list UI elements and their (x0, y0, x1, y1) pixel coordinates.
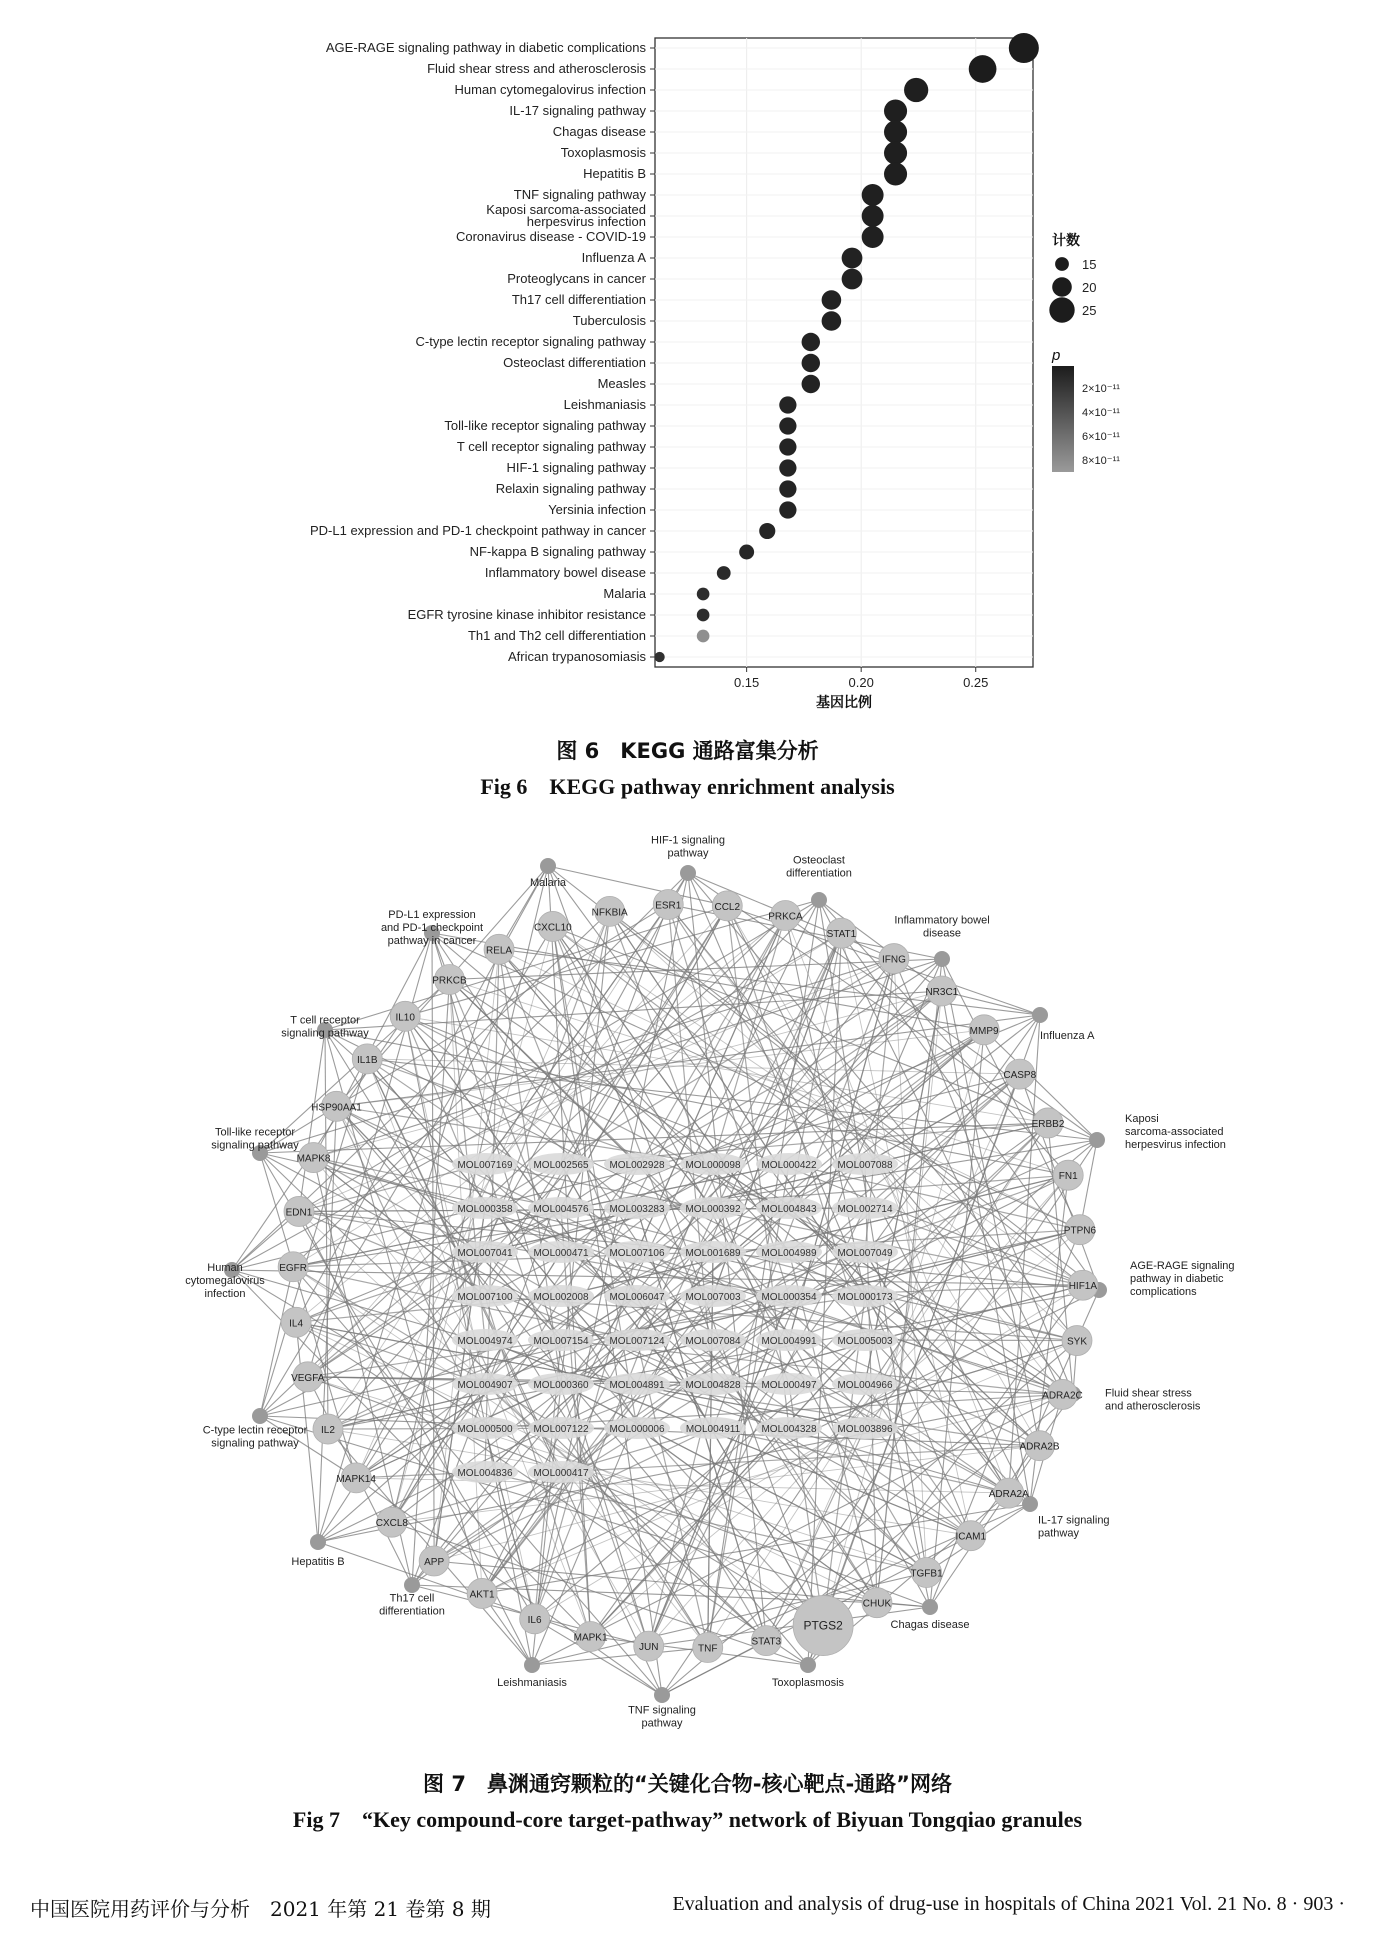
y-tick-label: TNF signaling pathway (513, 187, 646, 202)
compound-label: MOL000417 (533, 1468, 589, 1479)
data-point (779, 501, 796, 518)
color-legend-bar (1052, 366, 1074, 472)
y-tick-label: HIF-1 signaling pathway (506, 460, 646, 475)
target-label: ICAM1 (955, 1531, 987, 1543)
size-legend-label: 20 (1082, 280, 1097, 295)
pathway-label: Toxoplasmosis (771, 1677, 845, 1689)
y-tick-label: AGE-RAGE signaling pathway in diabetic complications (325, 40, 646, 55)
color-legend-title: p (1052, 347, 1061, 364)
target-label: CXCL8 (375, 1518, 408, 1530)
y-tick-label: Influenza A (581, 250, 646, 265)
compound-label: MOL007106 (609, 1248, 665, 1259)
size-legend-dot (1055, 257, 1069, 271)
pathway-label: C-type lectin receptor signaling pathway (202, 1424, 308, 1450)
target-label: MAPK1 (573, 1632, 608, 1644)
target-label: MAPK14 (336, 1473, 376, 1485)
y-tick-label: Hepatitis B (583, 166, 646, 181)
y-tick-label: Kaposi sarcoma-associated herpesvirus infection (486, 202, 646, 229)
pathway-node (934, 951, 950, 967)
color-legend-label: 6×10⁻¹¹ (1082, 431, 1120, 443)
target-label: IFNG (881, 954, 906, 966)
compound-label: MOL000360 (533, 1380, 589, 1391)
pathway-node (654, 1687, 670, 1703)
target-label: CCL2 (714, 901, 741, 913)
data-point (802, 354, 820, 372)
y-tick-label: Inflammatory bowel disease (484, 565, 646, 580)
data-point (717, 566, 731, 580)
data-point (822, 290, 842, 310)
pathway-node (404, 1577, 420, 1593)
target-label: JUN (638, 1642, 659, 1654)
data-point (779, 396, 796, 413)
network-edge (789, 1164, 1080, 1230)
data-point (904, 78, 928, 102)
data-point (697, 630, 710, 643)
pathway-label: PD-L1 expression and PD-1 checkpoint pathway in cancer (380, 909, 484, 947)
target-label: SYK (1067, 1336, 1088, 1348)
compound-label: MOL003896 (837, 1424, 893, 1435)
compound-label: MOL002714 (837, 1204, 893, 1215)
compound-label: MOL007154 (533, 1336, 589, 1347)
data-point (862, 226, 884, 248)
pathway-label: HIF-1 signaling pathway (651, 834, 725, 860)
pathway-label: Human cytomegalovirus infection (185, 1262, 265, 1300)
data-point (759, 523, 775, 539)
pathway-label: AGE-RAGE signaling pathway in diabetic complications (1130, 1260, 1235, 1298)
y-tick-label: Osteoclast differentiation (503, 355, 646, 370)
target-label: ADRA2C (1042, 1390, 1083, 1402)
pathway-node (252, 1408, 268, 1424)
y-tick-label: Malaria (603, 586, 646, 601)
data-point (969, 55, 997, 83)
network-edge (532, 1648, 708, 1665)
target-label: TGFB1 (910, 1568, 943, 1580)
pathway-node (680, 865, 696, 881)
compound-label: MOL006047 (609, 1292, 665, 1303)
compound-target-pathway-network (0, 828, 1375, 1748)
data-point (779, 417, 796, 434)
compound-label: MOL000500 (457, 1424, 513, 1435)
network-edge (548, 866, 727, 906)
data-point (842, 248, 863, 269)
y-tick-label: Human cytomegalovirus infection (454, 82, 646, 97)
target-label: IL1B (356, 1054, 378, 1066)
y-tick-label: IL-17 signaling pathway (509, 103, 646, 118)
target-label: EGFR (279, 1262, 308, 1274)
pathway-node (1089, 1132, 1105, 1148)
pathway-label: Malaria (529, 877, 567, 889)
target-label: FN1 (1058, 1171, 1078, 1183)
fig6-caption-chinese: 图 6 KEGG 通路富集分析 (556, 739, 819, 763)
target-label: EDN1 (285, 1207, 313, 1219)
pathway-label: IL-17 signaling pathway (1038, 1514, 1110, 1540)
compound-label: MOL000098 (685, 1160, 741, 1171)
pathway-node (310, 1534, 326, 1550)
data-point (802, 375, 820, 393)
target-label: IL10 (395, 1012, 415, 1024)
network-edge (637, 991, 942, 1164)
network-edge (260, 1267, 293, 1416)
network-edge (449, 979, 1068, 1175)
data-point (884, 141, 907, 164)
pathway-node (540, 858, 556, 874)
compound-label: MOL007084 (685, 1336, 741, 1347)
target-label: ERBB2 (1031, 1118, 1065, 1130)
compound-label: MOL004907 (457, 1380, 513, 1391)
journal-footer-left: 中国医院用药评价与分析 2021 年第 21 卷第 8 期 (30, 1897, 491, 1921)
y-tick-label: T cell receptor signaling pathway (456, 439, 646, 454)
data-point (697, 588, 710, 601)
pathway-label: Hepatitis B (291, 1556, 345, 1568)
fig6-caption-english: Fig 6 KEGG pathway enrichment analysis (480, 774, 895, 799)
pathway-label: Leishmaniasis (497, 1677, 567, 1689)
target-label: CASP8 (1003, 1070, 1037, 1082)
compound-label: MOL000006 (609, 1424, 665, 1435)
target-label: PRKCB (432, 975, 467, 987)
x-tick-label: 0.15 (733, 675, 760, 690)
target-label: IL6 (527, 1614, 542, 1626)
pathway-label: Kaposi sarcoma-associated herpesvirus infection (1125, 1113, 1226, 1151)
y-tick-label: Tuberculosis (572, 313, 646, 328)
compound-label: MOL004891 (609, 1380, 665, 1391)
y-tick-label: Th17 cell differentiation (511, 292, 646, 307)
compound-label: MOL007041 (457, 1248, 513, 1259)
target-label: CXCL10 (533, 922, 572, 934)
compound-label: MOL002565 (533, 1160, 589, 1171)
pathway-label: Chagas disease (890, 1619, 970, 1631)
target-label: CHUK (862, 1598, 892, 1610)
target-label: HIF1A (1068, 1281, 1098, 1293)
y-tick-label: EGFR tyrosine kinase inhibitor resistance (407, 607, 646, 622)
target-label: ADRA2A (988, 1489, 1029, 1501)
data-point (779, 459, 796, 476)
y-tick-label: Measles (597, 376, 646, 391)
data-point (822, 311, 842, 331)
target-label: HSP90AA1 (311, 1102, 362, 1114)
compound-label: MOL000422 (761, 1160, 817, 1171)
size-legend-label: 25 (1082, 303, 1097, 318)
compound-label: MOL000354 (761, 1292, 817, 1303)
y-tick-label: Relaxin signaling pathway (495, 481, 646, 496)
y-tick-label: African trypanosomiasis (508, 649, 646, 664)
y-tick-label: Leishmaniasis (563, 397, 646, 412)
compound-label: MOL004911 (685, 1424, 741, 1435)
pathway-label: Th17 cell differentiation (379, 1592, 445, 1618)
compound-label: MOL003283 (609, 1204, 665, 1215)
compound-label: MOL004828 (685, 1380, 741, 1391)
compound-label: MOL004991 (761, 1336, 817, 1347)
target-label: AKT1 (469, 1589, 495, 1601)
data-point (1009, 33, 1039, 63)
compound-label: MOL000358 (457, 1204, 513, 1215)
target-label: MMP9 (969, 1025, 999, 1037)
target-label: NFKBIA (591, 907, 628, 919)
color-legend-label: 8×10⁻¹¹ (1082, 455, 1120, 467)
network-edge (785, 915, 1097, 1140)
target-label: PRKCA (768, 911, 803, 923)
pathway-node (922, 1599, 938, 1615)
compound-label: MOL004989 (761, 1248, 817, 1259)
network-edge (336, 1030, 984, 1107)
data-point (697, 609, 710, 622)
data-point (802, 333, 820, 351)
compound-label: MOL002008 (533, 1292, 589, 1303)
y-tick-label: Toll-like receptor signaling pathway (444, 418, 646, 433)
network-edge (293, 1267, 823, 1626)
fig7-caption-chinese: 图 7 鼻渊通窍颗粒的“关键化合物-核心靶点-通路”网络 (423, 1772, 952, 1796)
size-legend-title: 计数 (1052, 232, 1080, 248)
target-label: ADRA2B (1019, 1441, 1060, 1453)
journal-footer-right: Evaluation and analysis of drug-use in hospitals of China 2021 Vol. 21 No. 8 · 903 · (672, 1893, 1345, 1915)
compound-label: MOL004974 (457, 1336, 513, 1347)
y-tick-label: Coronavirus disease - COVID-19 (455, 229, 646, 244)
data-point (862, 205, 884, 227)
y-tick-label: NF-kappa B signaling pathway (469, 544, 646, 559)
pathway-node (524, 1657, 540, 1673)
network-edge (299, 1030, 325, 1211)
compound-label: MOL007169 (457, 1160, 513, 1171)
kegg-dot-plot (0, 0, 1375, 730)
compound-label: MOL000173 (837, 1292, 893, 1303)
data-point (739, 545, 754, 560)
size-legend-label: 15 (1082, 257, 1097, 272)
y-tick-label: PD-L1 expression and PD-1 checkpoint pathway in cancer (309, 523, 646, 538)
compound-label: MOL000471 (533, 1248, 589, 1259)
size-legend-dot (1049, 297, 1074, 322)
y-tick-label: Proteoglycans in cancer (507, 271, 646, 286)
target-label: TNF (698, 1643, 718, 1655)
data-point (779, 438, 796, 455)
target-label: MAPK8 (296, 1153, 331, 1165)
pathway-label: Inflammatory bowel disease (894, 914, 990, 940)
data-point (884, 120, 907, 143)
compound-label: MOL004843 (761, 1204, 817, 1215)
x-tick-label: 0.20 (848, 675, 874, 690)
target-label: RELA (485, 945, 513, 957)
network-edge (356, 1478, 1009, 1493)
y-tick-label: C-type lectin receptor signaling pathway (415, 334, 646, 349)
target-label: IL2 (321, 1425, 335, 1437)
size-legend-dot (1052, 277, 1072, 297)
network-edges (232, 866, 1099, 1695)
target-label: ESR1 (655, 900, 682, 912)
compound-label: MOL007122 (533, 1424, 589, 1435)
compound-label: MOL004836 (457, 1468, 513, 1479)
network-edge (553, 926, 1097, 1140)
fig7-caption-english: Fig 7 “Key compound-core target-pathway” network of Biyuan Tongqiao granules (292, 1807, 1083, 1832)
target-label: STAT3 (751, 1636, 782, 1648)
compound-label: MOL004328 (761, 1424, 817, 1435)
target-label: IL4 (289, 1318, 304, 1330)
pathway-label: Influenza A (1040, 1030, 1095, 1042)
compound-label: MOL002928 (609, 1160, 665, 1171)
compound-label: MOL000497 (761, 1380, 817, 1391)
data-point (884, 162, 907, 185)
target-label: PTPN6 (1063, 1225, 1097, 1237)
compound-label: MOL007003 (685, 1292, 741, 1303)
pathway-label: Toll-like receptor signaling pathway (211, 1126, 299, 1152)
network-edge (318, 1542, 591, 1637)
color-legend-label: 2×10⁻¹¹ (1082, 383, 1120, 395)
target-label: STAT1 (826, 929, 857, 941)
target-label: PTGS2 (803, 1618, 843, 1633)
data-point (779, 480, 796, 497)
compound-label: MOL007088 (837, 1160, 893, 1171)
y-tick-label: Chagas disease (552, 124, 646, 139)
data-point (654, 652, 664, 662)
compound-label: MOL007124 (609, 1336, 665, 1347)
y-tick-label: Fluid shear stress and atherosclerosis (427, 61, 646, 76)
compound-label: MOL005003 (837, 1336, 893, 1347)
compound-label: MOL000392 (685, 1204, 741, 1215)
pathway-node (811, 892, 827, 908)
pathway-label: T cell receptor signaling pathway (281, 1014, 369, 1040)
data-point (884, 99, 907, 122)
pathway-label: Fluid shear stress and atherosclerosis (1105, 1387, 1201, 1413)
color-legend-label: 4×10⁻¹¹ (1082, 407, 1120, 419)
x-axis-label: 基因比例 (816, 694, 872, 710)
target-label: VEGFA (291, 1372, 325, 1384)
data-point (842, 269, 863, 290)
compound-label: MOL001689 (685, 1248, 741, 1259)
compound-label: MOL007100 (457, 1292, 513, 1303)
pathway-node (800, 1657, 816, 1673)
target-label: APP (424, 1557, 445, 1569)
y-tick-label: Toxoplasmosis (560, 145, 646, 160)
pathway-label: Osteoclast differentiation (786, 854, 852, 880)
target-label: NR3C1 (925, 986, 959, 998)
compound-label: MOL004966 (837, 1380, 893, 1391)
pathway-node (1032, 1007, 1048, 1023)
data-point (862, 184, 884, 206)
compound-label: MOL004576 (533, 1204, 589, 1215)
y-tick-label: Yersinia infection (548, 502, 646, 517)
pathway-label: TNF signaling pathway (628, 1704, 696, 1730)
x-tick-label: 0.25 (963, 675, 989, 690)
y-tick-label: Th1 and Th2 cell differentiation (467, 628, 646, 643)
compound-label: MOL007049 (837, 1248, 893, 1259)
